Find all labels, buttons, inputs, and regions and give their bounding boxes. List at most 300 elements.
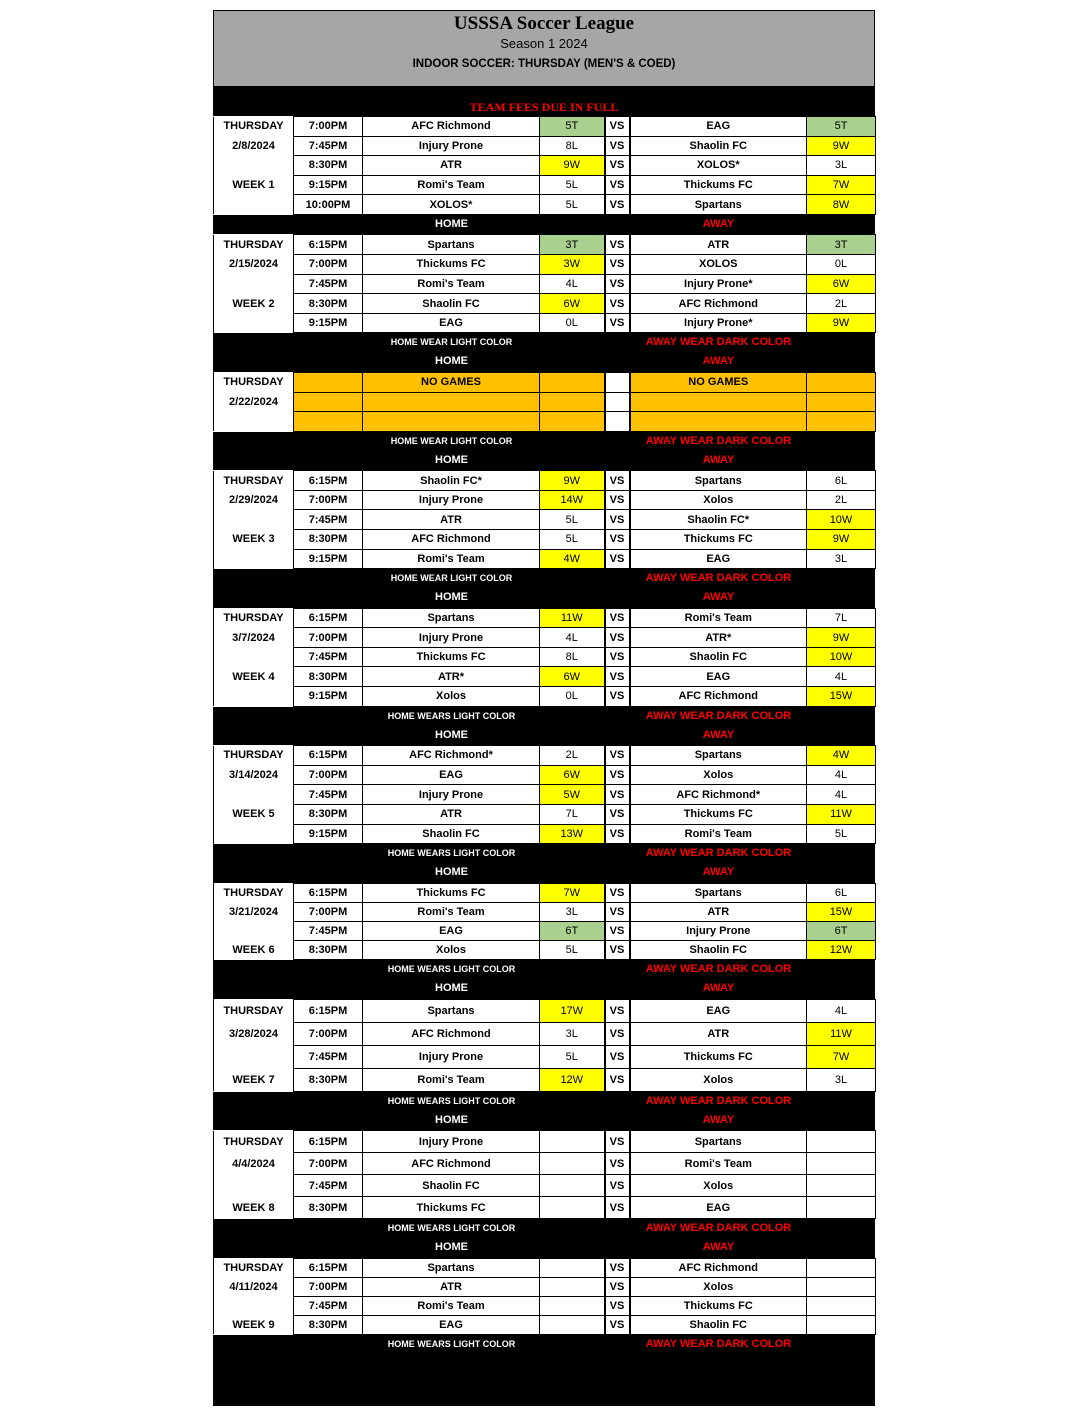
home-team: Injury Prone: [363, 136, 540, 156]
away-score: 4L: [807, 667, 876, 687]
home-team: ATR: [363, 510, 540, 530]
week-label: WEEK 9: [232, 1318, 275, 1331]
away-wear-label: AWAY WEAR DARK COLOR: [645, 1222, 792, 1235]
game-row: [214, 765, 876, 785]
week-info-cell: [214, 175, 294, 195]
week-label: WEEK 7: [232, 1073, 275, 1086]
week-info-cell: [214, 922, 294, 941]
vs-label: VS: [605, 156, 630, 176]
league-title: USSSA Soccer League: [453, 13, 635, 34]
game-time: 8:30PM: [294, 1315, 363, 1334]
home-team: Romi's Team: [363, 175, 540, 195]
away-score: 2L: [807, 490, 876, 510]
day-label: THURSDAY: [223, 376, 284, 389]
no-games-home: [363, 392, 540, 412]
sheet-header: [213, 10, 875, 87]
home-score: 5L: [540, 941, 605, 960]
away-team: Spartans: [630, 1131, 807, 1153]
away-team: Injury Prone*: [630, 313, 807, 333]
home-score: 12W: [540, 1068, 605, 1091]
game-time: 9:15PM: [294, 549, 363, 569]
home-score: [540, 1131, 605, 1153]
home-team: Xolos: [363, 941, 540, 960]
game-row: [214, 746, 876, 766]
home-team: Romi's Team: [363, 1296, 540, 1315]
week-info-cell: [214, 412, 294, 432]
away-team: Spartans: [630, 195, 807, 215]
vs-label: VS: [605, 1131, 630, 1153]
vs-label: VS: [605, 765, 630, 785]
game-time: 7:00PM: [294, 628, 363, 648]
home-team: ATR*: [363, 667, 540, 687]
away-team: Shaolin FC: [630, 647, 807, 667]
no-games-home-score: [540, 392, 605, 412]
no-games-home-score: [540, 412, 605, 432]
away-score: 5L: [807, 824, 876, 844]
home-team: Thickums FC: [363, 1197, 540, 1219]
jersey-color-band: [213, 1219, 875, 1238]
week-info-cell: [214, 136, 294, 156]
home-score: [540, 1197, 605, 1219]
home-team: Thickums FC: [363, 883, 540, 902]
game-row: [214, 999, 876, 1022]
away-score: 3L: [807, 549, 876, 569]
game-time: 7:45PM: [294, 1045, 363, 1068]
week-label: WEEK 6: [232, 944, 275, 957]
home-score: 2L: [540, 746, 605, 766]
week-label: WEEK 8: [232, 1201, 275, 1214]
vs-label: VS: [605, 1022, 630, 1045]
away-label: AWAY: [702, 728, 735, 741]
game-row: [214, 824, 876, 844]
no-games-divider: [605, 412, 630, 432]
home-score: 3L: [540, 1022, 605, 1045]
away-wear-label: AWAY WEAR DARK COLOR: [645, 1094, 792, 1107]
game-time: 8:30PM: [294, 804, 363, 824]
header-divider: [213, 87, 875, 98]
away-score: 11W: [807, 1022, 876, 1045]
day-label: THURSDAY: [223, 1261, 284, 1274]
home-team: EAG: [363, 1315, 540, 1334]
away-team: Spartans: [630, 746, 807, 766]
vs-label: VS: [605, 274, 630, 294]
away-label: AWAY: [702, 591, 735, 604]
week-info-cell: [214, 1022, 294, 1045]
home-score: [540, 1153, 605, 1175]
week-info-cell: [214, 687, 294, 707]
away-score: 11W: [807, 804, 876, 824]
date-label: 4/4/2024: [232, 1157, 275, 1170]
game-time: 6:15PM: [294, 746, 363, 766]
game-row: [214, 628, 876, 648]
away-team: Shaolin FC: [630, 941, 807, 960]
game-time: 7:45PM: [294, 922, 363, 941]
home-score: 5W: [540, 785, 605, 805]
game-time: 7:45PM: [294, 785, 363, 805]
home-score: [540, 1258, 605, 1277]
home-score: 5T: [540, 117, 605, 137]
day-label: THURSDAY: [223, 120, 284, 133]
home-team: Shaolin FC: [363, 1175, 540, 1197]
league-subtitle: INDOOR SOCCER: THURSDAY (MEN'S & COED): [412, 58, 676, 70]
away-team: ATR*: [630, 628, 807, 648]
home-away-band: [213, 863, 875, 883]
home-team: Shaolin FC: [363, 294, 540, 314]
game-row: [214, 1277, 876, 1296]
game-time: 7:00PM: [294, 1153, 363, 1175]
week-info-cell: [214, 549, 294, 569]
day-label: THURSDAY: [223, 1135, 284, 1148]
vs-label: VS: [605, 175, 630, 195]
home-wear-label: HOME WEAR LIGHT COLOR: [390, 337, 513, 348]
vs-label: VS: [605, 902, 630, 921]
jersey-color-band: [213, 960, 875, 979]
game-row: [214, 255, 876, 275]
no-games-away: [630, 392, 807, 412]
away-team: Xolos: [630, 1175, 807, 1197]
vs-label: VS: [605, 1197, 630, 1219]
no-games-away-score: [807, 412, 876, 432]
game-row: [214, 785, 876, 805]
vs-label: VS: [605, 1296, 630, 1315]
home-score: 9W: [540, 156, 605, 176]
home-team: Thickums FC: [363, 255, 540, 275]
home-team: AFC Richmond: [363, 1153, 540, 1175]
away-score: 9W: [807, 136, 876, 156]
home-away-band: [213, 588, 875, 608]
home-label: HOME: [435, 355, 468, 368]
home-away-band: [213, 215, 875, 235]
game-row: [214, 1131, 876, 1153]
date-label: 3/14/2024: [229, 769, 278, 782]
home-team: Thickums FC: [363, 647, 540, 667]
vs-label: VS: [605, 117, 630, 137]
week-table: [213, 1258, 876, 1335]
game-time: 7:45PM: [294, 647, 363, 667]
home-score: [540, 1175, 605, 1197]
home-team: Spartans: [363, 608, 540, 628]
vs-label: VS: [605, 667, 630, 687]
away-score: 6L: [807, 471, 876, 491]
away-team: EAG: [630, 1197, 807, 1219]
away-label: AWAY: [702, 355, 735, 368]
vs-label: VS: [605, 999, 630, 1022]
vs-label: VS: [605, 647, 630, 667]
away-score: 4L: [807, 999, 876, 1022]
no-games-away: NO GAMES: [630, 372, 807, 392]
away-team: Shaolin FC: [630, 1315, 807, 1334]
game-row: [214, 471, 876, 491]
home-away-band: [213, 979, 875, 999]
game-time: 8:30PM: [294, 941, 363, 960]
away-score: [807, 1131, 876, 1153]
week-info-cell: [214, 1068, 294, 1091]
away-score: 3T: [807, 235, 876, 255]
away-team: Spartans: [630, 883, 807, 902]
away-team: AFC Richmond: [630, 687, 807, 707]
away-score: 15W: [807, 902, 876, 921]
game-row: [214, 235, 876, 255]
away-team: EAG: [630, 667, 807, 687]
away-score: 7L: [807, 608, 876, 628]
home-score: 7L: [540, 804, 605, 824]
away-score: [807, 1197, 876, 1219]
vs-label: VS: [605, 549, 630, 569]
game-row: [214, 1045, 876, 1068]
vs-label: VS: [605, 941, 630, 960]
week-info-cell: [214, 1131, 294, 1153]
game-time: 7:00PM: [294, 765, 363, 785]
home-team: ATR: [363, 1277, 540, 1296]
weeks-container: [213, 116, 875, 1354]
away-team: Spartans: [630, 471, 807, 491]
game-time: 8:30PM: [294, 294, 363, 314]
home-team: Romi's Team: [363, 274, 540, 294]
away-label: AWAY: [702, 217, 735, 230]
no-games-away: [630, 412, 807, 432]
game-row: [214, 1022, 876, 1045]
no-games-row: [214, 392, 876, 412]
home-score: [540, 1315, 605, 1334]
vs-label: VS: [605, 922, 630, 941]
schedule-sheet: [213, 10, 875, 1406]
week-info-cell: [214, 1315, 294, 1334]
week-info-cell: [214, 765, 294, 785]
game-time: 9:15PM: [294, 313, 363, 333]
away-team: ATR: [630, 902, 807, 921]
home-team: EAG: [363, 922, 540, 941]
vs-label: VS: [605, 195, 630, 215]
week-table: [213, 372, 876, 432]
game-row: [214, 1197, 876, 1219]
home-score: 3W: [540, 255, 605, 275]
week-info-cell: [214, 1175, 294, 1197]
day-label: THURSDAY: [223, 474, 284, 487]
away-score: 9W: [807, 530, 876, 550]
jersey-color-band: [213, 333, 875, 352]
home-score: 4L: [540, 274, 605, 294]
away-team: Romi's Team: [630, 824, 807, 844]
home-score: 6W: [540, 765, 605, 785]
vs-label: VS: [605, 313, 630, 333]
jersey-color-band: [213, 432, 875, 451]
game-time: 8:30PM: [294, 1068, 363, 1091]
week-label: WEEK 4: [232, 670, 275, 683]
vs-label: VS: [605, 785, 630, 805]
home-team: AFC Richmond: [363, 1022, 540, 1045]
week-info-cell: [214, 824, 294, 844]
week-table: [213, 883, 876, 961]
home-score: 0L: [540, 313, 605, 333]
no-games-time: [294, 392, 363, 412]
home-score: 8L: [540, 647, 605, 667]
home-team: Injury Prone: [363, 1131, 540, 1153]
away-team: EAG: [630, 549, 807, 569]
home-score: 5L: [540, 195, 605, 215]
away-wear-label: AWAY WEAR DARK COLOR: [645, 572, 792, 585]
week-info-cell: [214, 628, 294, 648]
week-table: [213, 999, 876, 1092]
game-row: [214, 490, 876, 510]
week-info-cell: [214, 471, 294, 491]
game-row: [214, 530, 876, 550]
game-time: 6:15PM: [294, 608, 363, 628]
home-team: Injury Prone: [363, 490, 540, 510]
vs-label: VS: [605, 1277, 630, 1296]
home-score: 13W: [540, 824, 605, 844]
game-row: [214, 647, 876, 667]
game-time: 7:45PM: [294, 136, 363, 156]
jersey-color-band: [213, 844, 875, 863]
vs-label: VS: [605, 510, 630, 530]
date-label: 3/28/2024: [229, 1027, 278, 1040]
game-time: 6:15PM: [294, 1131, 363, 1153]
home-wear-label: HOME WEARS LIGHT COLOR: [387, 1095, 516, 1106]
home-score: 3L: [540, 902, 605, 921]
vs-label: VS: [605, 255, 630, 275]
away-team: XOLOS*: [630, 156, 807, 176]
home-team: Spartans: [363, 999, 540, 1022]
no-games-time: [294, 372, 363, 392]
away-wear-label: AWAY WEAR DARK COLOR: [645, 1337, 792, 1350]
week-info-cell: [214, 883, 294, 902]
away-score: 6T: [807, 922, 876, 941]
week-info-cell: [214, 746, 294, 766]
away-team: AFC Richmond: [630, 294, 807, 314]
game-time: 7:00PM: [294, 255, 363, 275]
home-away-band: [213, 1111, 875, 1131]
vs-label: VS: [605, 294, 630, 314]
vs-label: VS: [605, 136, 630, 156]
game-row: [214, 1258, 876, 1277]
away-wear-label: AWAY WEAR DARK COLOR: [645, 336, 792, 349]
week-info-cell: [214, 255, 294, 275]
away-team: Xolos: [630, 490, 807, 510]
away-score: 6L: [807, 883, 876, 902]
home-wear-label: HOME WEARS LIGHT COLOR: [387, 1338, 516, 1349]
week-info-cell: [214, 156, 294, 176]
home-team: ATR: [363, 804, 540, 824]
home-label: HOME: [435, 591, 468, 604]
home-wear-label: HOME WEARS LIGHT COLOR: [387, 964, 516, 975]
home-team: Romi's Team: [363, 1068, 540, 1091]
game-row: [214, 117, 876, 137]
game-row: [214, 1153, 876, 1175]
game-time: 9:15PM: [294, 687, 363, 707]
away-score: 2L: [807, 294, 876, 314]
home-team: EAG: [363, 313, 540, 333]
game-row: [214, 1315, 876, 1334]
vs-label: VS: [605, 235, 630, 255]
jersey-color-band: [213, 569, 875, 588]
game-row: [214, 136, 876, 156]
home-team: Romi's Team: [363, 549, 540, 569]
home-team: Injury Prone: [363, 785, 540, 805]
game-row: [214, 1068, 876, 1091]
day-label: THURSDAY: [223, 611, 284, 624]
date-label: 2/15/2024: [229, 258, 278, 271]
game-time: 6:15PM: [294, 235, 363, 255]
away-score: 9W: [807, 313, 876, 333]
week-info-cell: [214, 804, 294, 824]
home-wear-label: HOME WEAR LIGHT COLOR: [390, 435, 513, 446]
home-team: Shaolin FC*: [363, 471, 540, 491]
week-table: [213, 608, 876, 707]
away-score: 4L: [807, 765, 876, 785]
home-score: 0L: [540, 687, 605, 707]
game-time: 8:30PM: [294, 667, 363, 687]
home-team: Romi's Team: [363, 902, 540, 921]
game-row: [214, 156, 876, 176]
away-label: AWAY: [702, 453, 735, 466]
week-label: WEEK 1: [232, 179, 275, 192]
home-score: 5L: [540, 1045, 605, 1068]
week-info-cell: [214, 195, 294, 215]
away-label: AWAY: [702, 1113, 735, 1126]
away-score: [807, 1296, 876, 1315]
day-label: THURSDAY: [223, 749, 284, 762]
week-info-cell: [214, 530, 294, 550]
away-team: AFC Richmond: [630, 1258, 807, 1277]
home-label: HOME: [435, 1241, 468, 1254]
home-team: Spartans: [363, 1258, 540, 1277]
game-row: [214, 510, 876, 530]
date-label: 4/11/2024: [229, 1280, 278, 1293]
week-info-cell: [214, 510, 294, 530]
week-info-cell: [214, 902, 294, 921]
home-score: 6W: [540, 667, 605, 687]
vs-label: VS: [605, 1258, 630, 1277]
home-away-band: [213, 1238, 875, 1258]
home-wear-label: HOME WEAR LIGHT COLOR: [390, 573, 513, 584]
game-time: 6:15PM: [294, 471, 363, 491]
week-info-cell: [214, 235, 294, 255]
away-wear-label: AWAY WEAR DARK COLOR: [645, 847, 792, 860]
away-label: AWAY: [702, 866, 735, 879]
home-away-band: [213, 726, 875, 746]
game-row: [214, 902, 876, 921]
away-score: [807, 1277, 876, 1296]
home-wear-label: HOME WEARS LIGHT COLOR: [387, 848, 516, 859]
away-team: Injury Prone*: [630, 274, 807, 294]
week-info-cell: [214, 1277, 294, 1296]
season-label: Season 1 2024: [500, 36, 588, 51]
game-time: 6:15PM: [294, 883, 363, 902]
game-time: 7:45PM: [294, 510, 363, 530]
vs-label: VS: [605, 1175, 630, 1197]
away-team: Shaolin FC*: [630, 510, 807, 530]
away-team: Thickums FC: [630, 1045, 807, 1068]
home-label: HOME: [435, 728, 468, 741]
week-label: WEEK 2: [232, 297, 275, 310]
home-team: Injury Prone: [363, 1045, 540, 1068]
home-label: HOME: [435, 1113, 468, 1126]
no-games-away-score: [807, 392, 876, 412]
home-team: EAG: [363, 765, 540, 785]
away-team: Thickums FC: [630, 530, 807, 550]
home-team: Spartans: [363, 235, 540, 255]
home-score: 6T: [540, 922, 605, 941]
date-label: 3/7/2024: [232, 631, 275, 644]
day-label: THURSDAY: [223, 238, 284, 251]
week-info-cell: [214, 785, 294, 805]
away-label: AWAY: [702, 982, 735, 995]
week-info-cell: [214, 490, 294, 510]
away-score: 10W: [807, 510, 876, 530]
away-team: Xolos: [630, 1068, 807, 1091]
vs-label: VS: [605, 687, 630, 707]
away-score: 3L: [807, 1068, 876, 1091]
